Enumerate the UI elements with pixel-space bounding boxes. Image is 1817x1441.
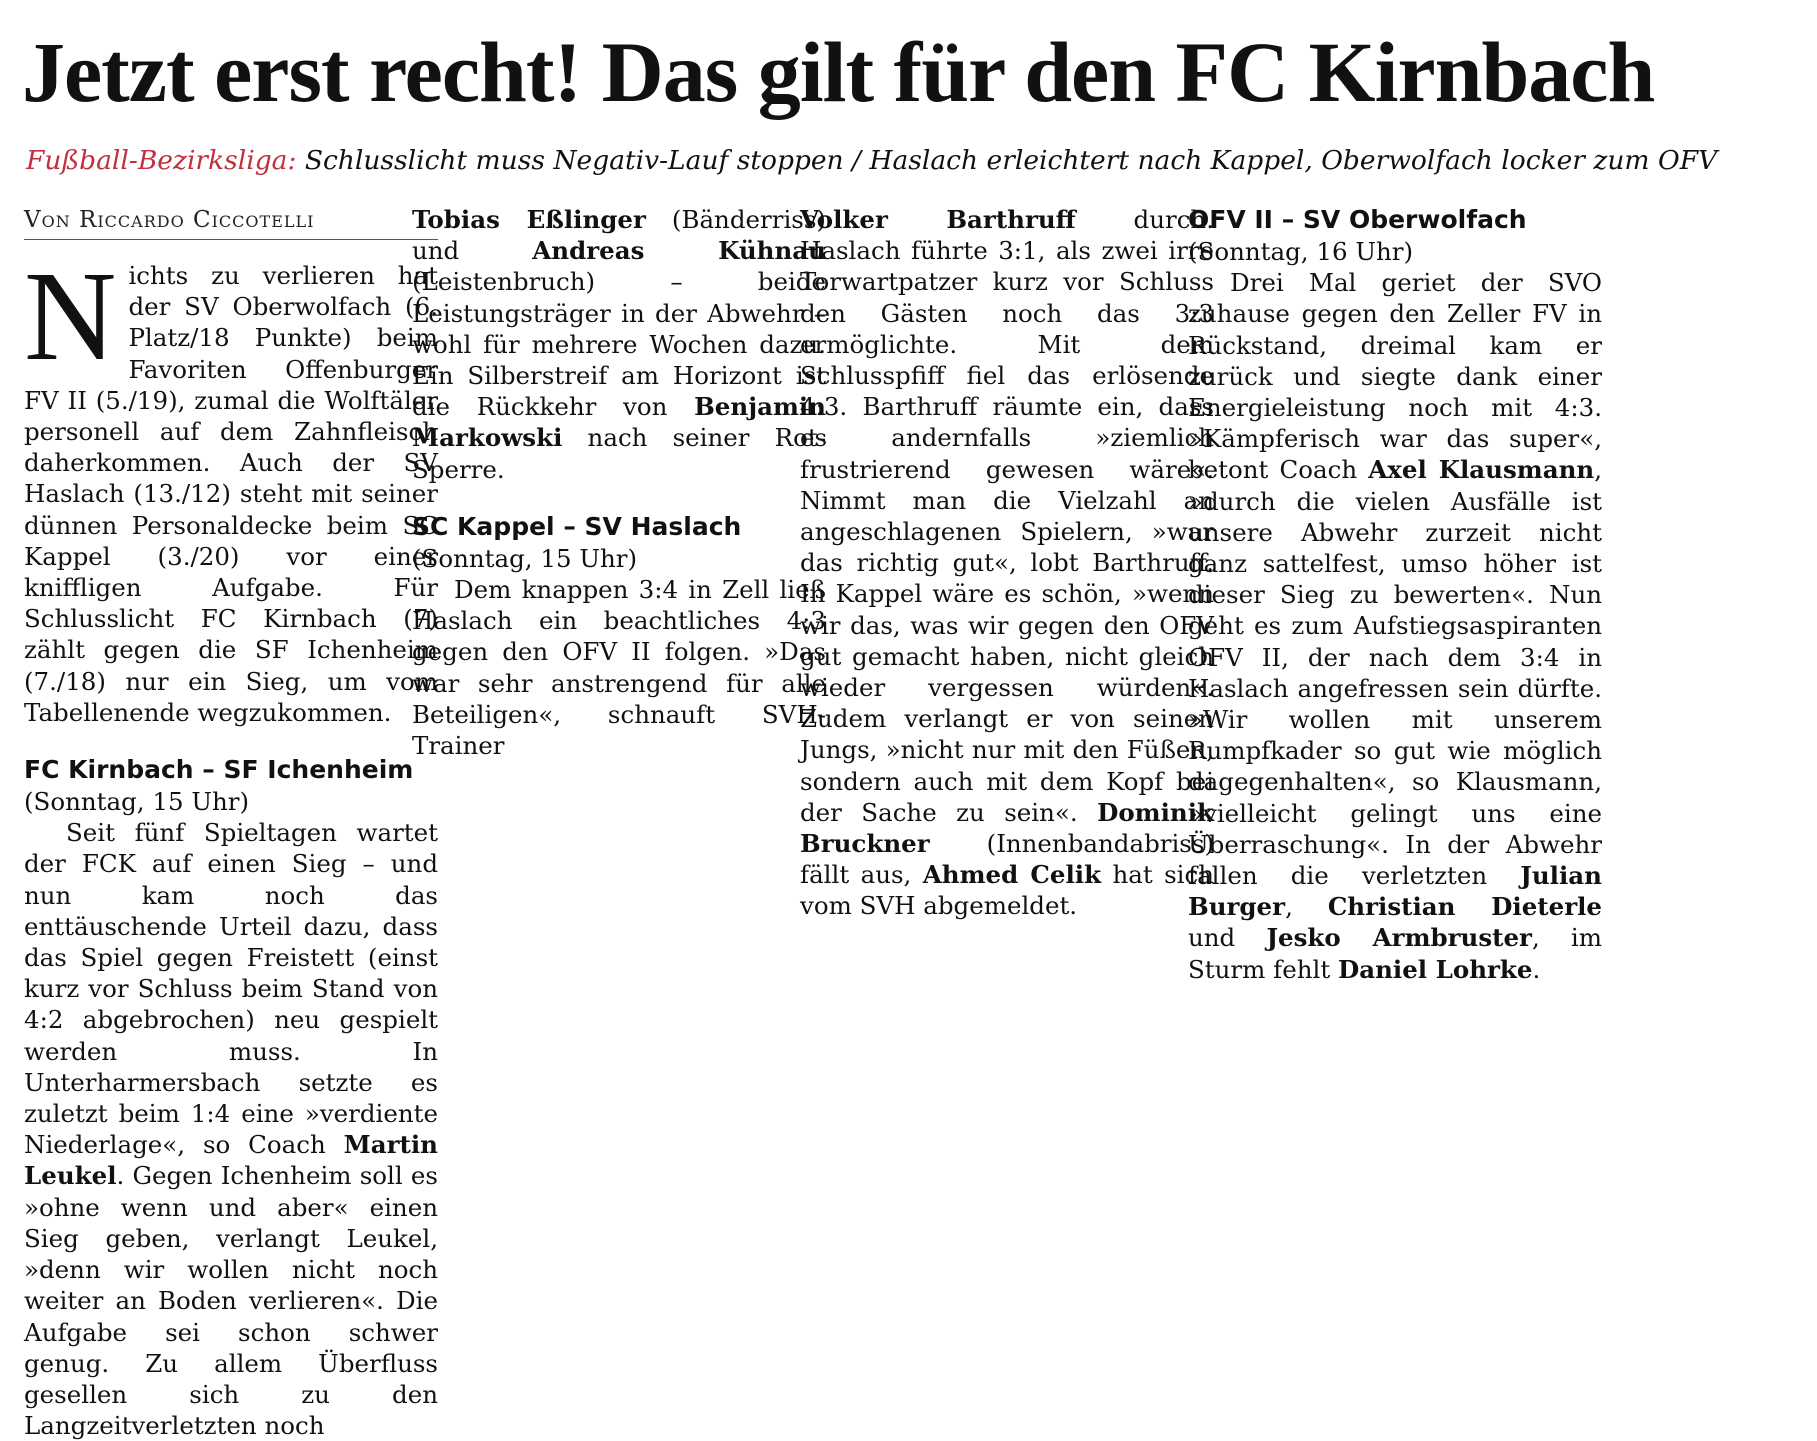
intro-text: ichts zu verlieren hat der SV Oberwolfach (6. Platz/18 Punkte) beim Favoriten Offenburger FV II (5./19), zumal die Wolftäler personell auf dem Zahnfleisch daherkommen. Auch der SV Haslach (13./12) steht mit seiner dünnen Personaldecke beim SC Kappel (3./20) vor einer kniffligen Aufgabe. Für Schlusslicht FC Kirnbach (7) zählt gegen die SF Ichenheim (7./18) nur ein Sieg, um vom Tabellenende wegzukommen. [24, 261, 438, 727]
player-name: Benjamin Markowski [412, 392, 826, 453]
section-heading-kirnbach: FC Kirnbach – SF Ichenheim [24, 755, 414, 785]
subheadline [26, 141, 1806, 181]
headline: Jetzt erst recht! Das gilt für den FC Kirnbach [22, 24, 1655, 120]
body-text: (Innenbandabriss) fällt aus, [800, 829, 1214, 890]
player-name: Tobias Eßlinger [412, 205, 646, 234]
section-time-oberwolfach: (Sonntag, 16 Uhr) [1188, 237, 1414, 266]
body-text: Seit fünf Spieltagen wartet der FCK auf einen Sieg – und nun kam noch das enttäuschende Urteil dazu, dass das Spiel gegen Freistett (einst kurz vor Schluss beim Stand von 4:2 abgebrochen) neu gespielt werden muss. In Unterharmersbach setzte es zuletzt beim 1:4 eine »verdiente Niederlage«, so Coach [24, 818, 438, 1160]
body-text: Drei Mal geriet der SVO zuhause gegen den Zeller FV in Rückstand, dreimal kam er zurück und siegte dank einer Energieleistung noch mit 4:3. »Kämpferisch war das super«, betont Coach [1188, 268, 1602, 485]
player-name: Dominik Bruckner [800, 797, 1214, 859]
player-name: Daniel Lohrke [1337, 954, 1533, 984]
player-name: Volker Barthruff [800, 205, 1076, 234]
section-time-kappel: (Sonntag, 15 Uhr) [412, 543, 638, 573]
body-text: , im Sturm fehlt [1188, 923, 1602, 984]
player-name: Ahmed Celik [922, 860, 1102, 890]
section-body [24, 817, 438, 1441]
column-3 [800, 204, 1214, 922]
section-heading-kappel: SC Kappel – SV Haslach [412, 511, 742, 541]
section-body [1188, 267, 1602, 985]
body-text: Dem knappen 3:4 in Zell ließ Haslach ein beachtliches 4:3 gegen den OFV II folgen. »Das war sehr anstrengend für alle Beteiligen«, schnauft SVH-Trainer [412, 575, 826, 761]
section-time-kirnbach: (Sonntag, 15 Uhr) [24, 787, 250, 817]
dropcap: N [24, 245, 117, 387]
subheadline-text: Schlusslicht muss Negativ-Lauf stoppen / Haslach erleichtert nach Kappel, Oberwolfach locker zum OFV [296, 145, 1718, 176]
player-name: Jesko Armbruster [1266, 923, 1532, 953]
column-4 [1188, 204, 1602, 985]
player-name: Christian Dieterle [1327, 892, 1602, 922]
body-text: und [1188, 923, 1267, 953]
body-text: . Gegen Ichenheim soll es »ohne wenn und aber« einen Sieg geben, verlangt Leukel, »denn wir wollen nicht noch weiter an Boden verlieren«. Die Aufgabe sei schon schwer genug. Zu allem Überfluss gesellen sich zu den Langzeitverletzten noch [24, 1161, 438, 1441]
section-heading-oberwolfach: OFV II – SV Oberwolfach [1188, 205, 1527, 234]
body-text: (Bänderriss) und [412, 205, 826, 266]
body-text: , [1285, 892, 1328, 922]
byline: Von Riccardo Ciccotelli [24, 204, 438, 240]
body-text: nach seiner Rot-Sperre. [412, 423, 826, 484]
section-body [412, 574, 826, 761]
column-2 [412, 204, 826, 761]
player-name: Andreas Kühnau [532, 236, 826, 266]
body-text: , »durch die vielen Ausfälle ist unsere Abwehr zurzeit nicht ganz sattelfest, umso höher ist dieser Sieg zu bewerten«. Nun geht es zum Aufstiegsaspiranten OFV II, der nach dem 3:4 in Haslach angefressen sein dürfte. »Wir wollen mit unserem Rumpfkader so gut wie möglich dagegenhalten«, so Klausmann, »vielleicht gelingt uns eine Überraschung«. In der Abwehr fallen die verletzten [1188, 455, 1602, 891]
body-text: durch. Haslach führte 3:1, als zwei irre Torwartpatzer kurz vor Schluss den Gästen noch das 3:3 ermöglichte. Mit dem Schlusspfiff fiel das erlösende 4:3. Barthruff räumte ein, dass es andernfalls »ziemlich frustrierend gewesen wäre«. Nimmt man die Vielzahl an angeschlagenen Spielern, »war das richtig gut«, lobt Barthruff. In Kappel wäre es schön, »wenn wir das, was wir gegen den OFV gut gemacht haben, nicht gleich wieder vergessen würden«. Zudem verlangt er von seinen Jungs, »nicht nur mit den Füßen, sondern auch mit dem Kopf bei der Sache zu sein«. [800, 205, 1214, 827]
player-name: Axel Klausmann [1368, 455, 1595, 485]
body-text: (Leistenbruch) – beide Leistungsträger in der Abwehr – wohl für mehrere Wochen dazu. Ein Silberstreif am Horizont ist die Rückkehr von [412, 267, 826, 422]
column-1 [24, 204, 438, 1441]
player-name: Julian Burger [1188, 861, 1602, 922]
section-body [412, 204, 826, 485]
player-name: Martin Leukel [24, 1130, 438, 1191]
section-body [800, 204, 1214, 922]
body-text: . [1532, 954, 1541, 984]
intro-paragraph [24, 245, 438, 728]
subheadline-kicker: Fußball-Bezirksliga: [26, 145, 297, 176]
body-text: hat sich vom SVH abgemeldet. [800, 860, 1215, 921]
